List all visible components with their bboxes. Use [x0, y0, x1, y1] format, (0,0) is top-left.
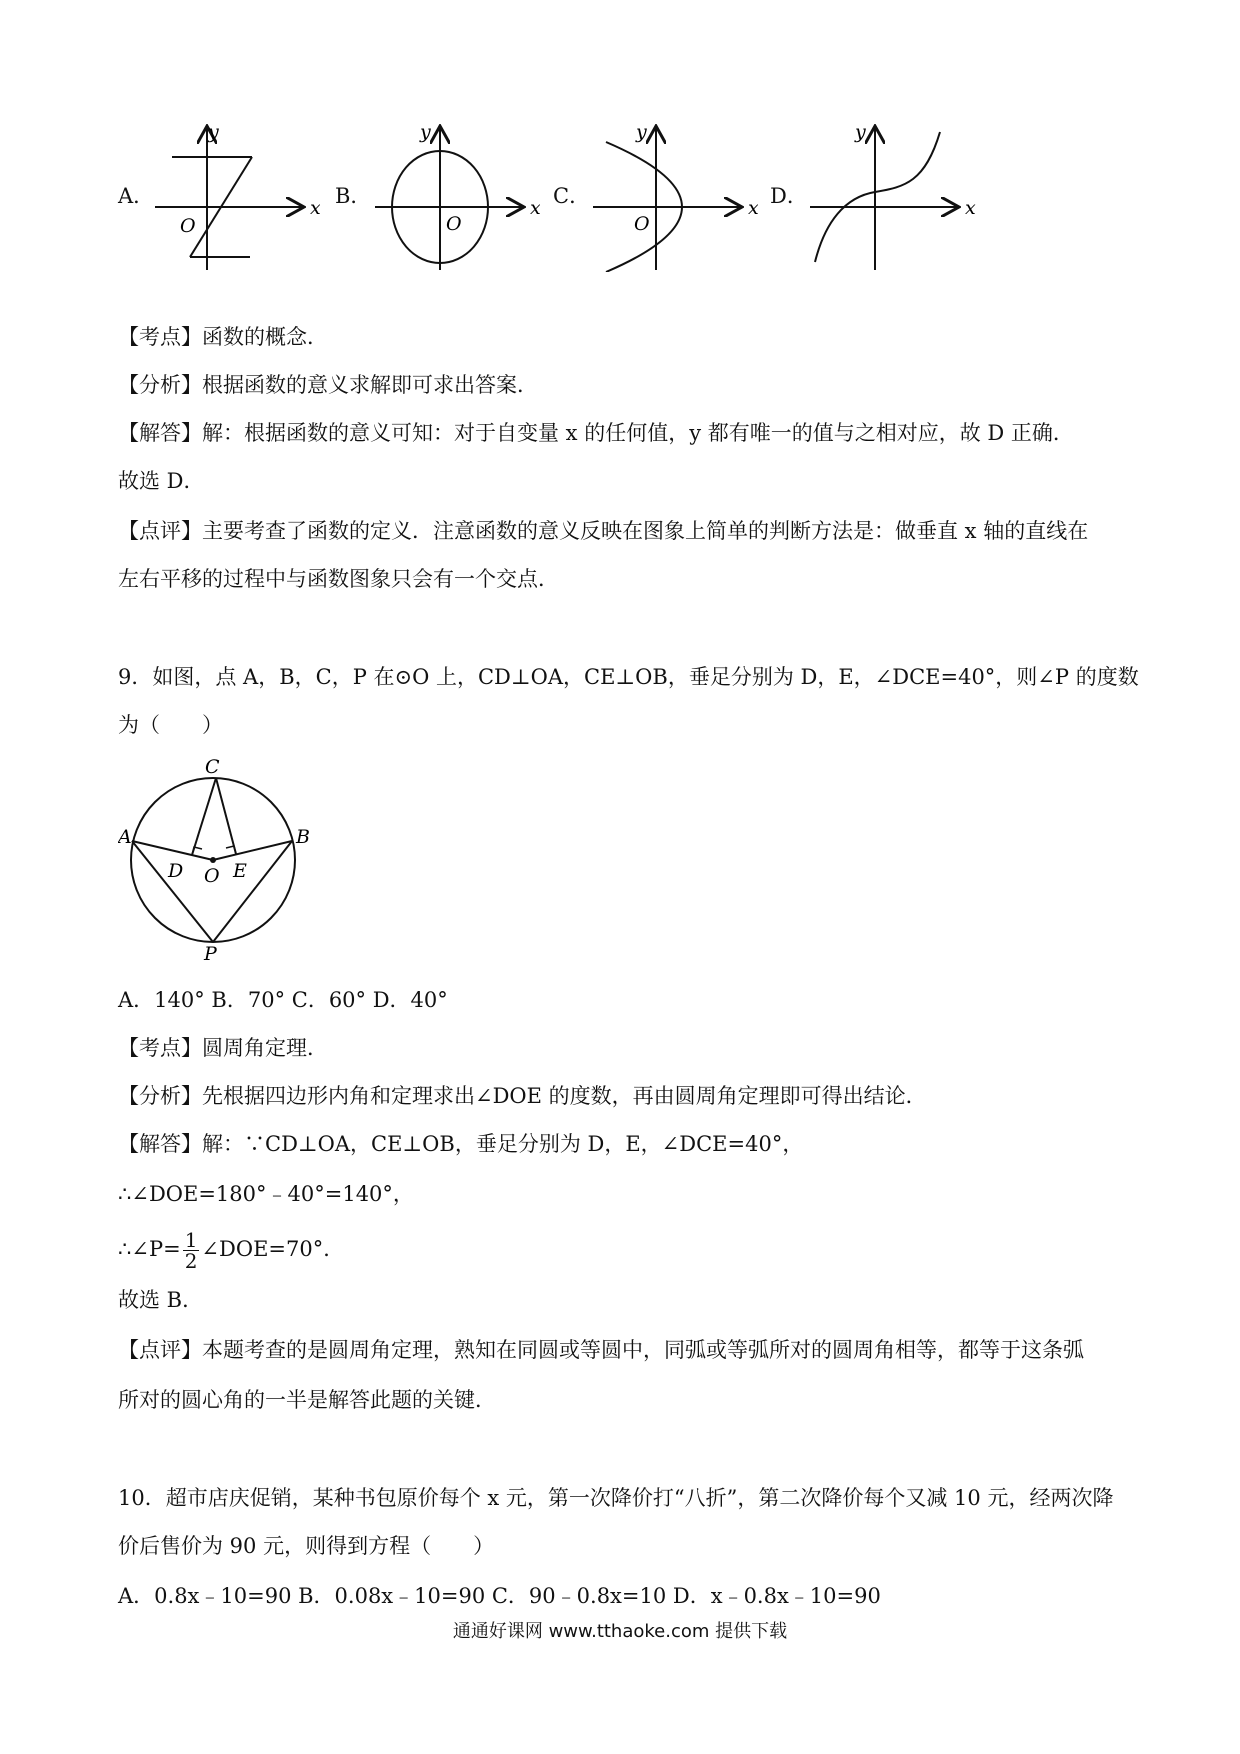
fraction-denominator: 2	[184, 1249, 198, 1273]
origin-label: O	[634, 213, 650, 235]
q9-step-2-post: ∠DOE=70°．	[201, 1237, 345, 1261]
q9-step-2-pre: ∴∠P=	[118, 1237, 181, 1261]
origin-label: O	[180, 215, 196, 237]
q9-dianping-2: 所对的圆心角的一半是解答此题的关键．	[118, 1388, 496, 1412]
fraction-numerator: 1	[184, 1228, 198, 1252]
q9-answer: 故选 B．	[118, 1288, 204, 1312]
q8-dianping-2: 左右平移的过程中与函数图象只会有一个交点．	[118, 567, 559, 591]
q8-jieda: 【解答】解：根据函数的意义可知：对于自变量 x 的任何值，y 都有唯一的值与之相对应，故 D 正确．	[118, 421, 1074, 445]
x-axis-label: x	[748, 197, 758, 219]
circle-figure	[118, 755, 318, 964]
option-c-label: C．	[553, 184, 591, 208]
option-b-label: B．	[335, 184, 372, 208]
q8-answer: 故选 D．	[118, 469, 205, 493]
page-footer: 通通好课网 www.tthaoke.com 提供下载	[452, 1621, 788, 1642]
origin-label: O	[446, 213, 462, 235]
q9-stem-1: 9．如图，点 A，B，C，P 在⊙O 上，CD⊥OA，CE⊥OB，垂足分别为 D，E，∠DCE=40°，则∠P 的度数	[118, 665, 1139, 689]
q10-stem-1: 10．超市店庆促销，某种书包原价每个 x 元，第一次降价打“八折”，第二次降价每个又减 10 元，经两次降	[118, 1486, 1114, 1510]
graph-a	[150, 122, 320, 276]
point-a-label: A	[118, 826, 132, 848]
q10-stem-2: 价后售价为 90 元，则得到方程（ ）	[118, 1534, 495, 1558]
graph-d	[805, 122, 990, 276]
point-d-label: D	[168, 860, 184, 882]
q8-fenxi: 【分析】根据函数的意义求解即可求出答案．	[118, 373, 538, 397]
y-axis-label: y	[420, 122, 431, 143]
point-p-label: P	[204, 943, 217, 960]
point-b-label: B	[296, 826, 310, 848]
q9-options: A．140° B．70° C．60° D．40°	[118, 988, 448, 1012]
y-axis-label: y	[855, 122, 866, 143]
q8-kaodian: 【考点】函数的概念．	[118, 325, 328, 349]
graph-c	[588, 122, 758, 276]
q9-step-1: ∴∠DOE=180°﹣40°=140°，	[118, 1182, 414, 1206]
y-axis-label: y	[208, 122, 219, 143]
q8-dianping-1: 【点评】主要考查了函数的定义．注意函数的意义反映在图象上简单的判断方法是：做垂直 x 轴的直线在	[118, 519, 1089, 543]
y-axis-label: y	[636, 122, 647, 143]
point-o-label: O	[204, 865, 220, 887]
fraction-one-half	[183, 1230, 200, 1271]
point-e-label: E	[233, 860, 247, 882]
q9-jieda: 【解答】解：∵CD⊥OA，CE⊥OB，垂足分别为 D，E，∠DCE=40°，	[118, 1132, 804, 1156]
graph-b	[370, 122, 540, 276]
q9-step-2	[118, 1230, 1140, 1271]
q9-kaodian: 【考点】圆周角定理．	[118, 1036, 328, 1060]
option-a-label: A．	[118, 184, 155, 208]
option-d-label: D．	[770, 184, 808, 208]
x-axis-label: x	[310, 197, 320, 219]
q9-dianping-1: 【点评】本题考查的是圆周角定理，熟知在同圆或等圆中，同弧或等弧所对的圆周角相等，都等于这条弧	[118, 1338, 1084, 1362]
x-axis-label: x	[530, 197, 540, 219]
point-c-label: C	[205, 756, 220, 778]
q9-fenxi: 【分析】先根据四边形内角和定理求出∠DOE 的度数，再由圆周角定理即可得出结论．	[118, 1084, 927, 1108]
q9-stem-2: 为（ ）	[118, 713, 223, 737]
x-axis-label: x	[965, 197, 976, 219]
q10-options: A．0.8x﹣10=90 B．0.08x﹣10=90 C．90﹣0.8x=10 D．x﹣0.8x﹣10=90	[118, 1584, 881, 1608]
